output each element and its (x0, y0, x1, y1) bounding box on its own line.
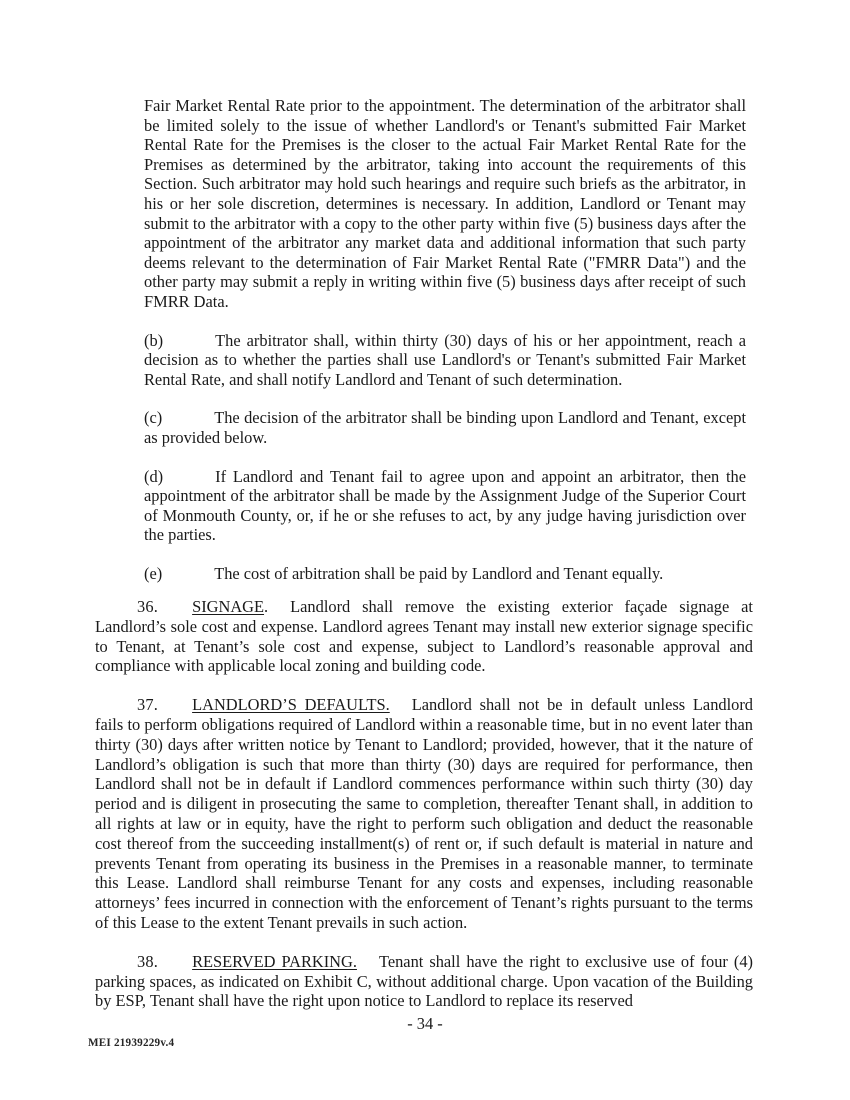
section-36-number: 36. (137, 597, 159, 616)
section-36-heading-trailer: . (264, 597, 269, 616)
section-37 (95, 695, 753, 933)
section-38 (95, 952, 753, 1011)
page-number: - 34 - (407, 1014, 443, 1033)
lettered-item-d (144, 467, 746, 545)
section-37-text: Landlord shall not be in default unless Landlord fails to perform obligations required of Landlord within a reasonable time, but in no event later than thirty (30) days after written notice by Tenant to Landlord; provided, however, that it the nature of Landlord’s obligation is such that more than thirty (30) days are required for performance, then Landlord shall not be in default if Landlord commences performance within such thirty (30) day period and is diligent in prosecuting the same to completion, thereafter Tenant shall, in addition to all rights at law or in equity, have the right to perform such obligation and deduct the reasonable cost thereof from the succeeding installment(s) of rent or, if such default is material in nature and prevents Tenant from operating its business in the Premises in a reasonable manner, to terminate this Lease. Landlord shall reimburse Tenant for any costs and expenses, including reasonable attorneys’ fees incurred in connection with the enforcement of Tenant’s rights pursuant to the terms of this Lease to the extent Tenant prevails in such action. (95, 695, 753, 932)
lettered-item-b-text: The arbitrator shall, within thirty (30) days of his or her appointment, reach a decision as to whether the parties shall use Landlord's or Tenant's submitted Fair Market Rental Rate, and shall notify Landlord and Tenant of such determination. (144, 330, 746, 389)
lettered-item-d-label: (d) (144, 466, 164, 486)
section-37-heading: LANDLORD’S DEFAULTS. (192, 695, 390, 715)
section-38-number: 38. (137, 951, 159, 971)
lettered-item-b (144, 331, 746, 390)
document-reference: MEI 21939229v.4 (88, 1037, 175, 1049)
section-38-heading: RESERVED PARKING. (192, 951, 357, 971)
lettered-item-e (144, 564, 746, 584)
indented-paragraph-block (144, 96, 746, 602)
lettered-item-b-label: (b) (144, 330, 164, 350)
continuation-paragraph: Fair Market Rental Rate prior to the appointment. The determination of the arbitrator shall be limited solely to the issue of whether Landlord's or Tenant's submitted Fair Market Rental Rate for the Premises is the closer to the actual Fair Market Rental Rate for the Premises as determined by the arbitrator, taking into account the requirements of this Section. Such arbitrator may hold such hearings and require such briefs as the arbitrator, in his or her sole discretion, determines is necessary. In addition, Landlord or Tenant may submit to the arbitrator with a copy to the other party within five (5) business days after the appointment of the arbitrator any market data and additional information that such party deems relevant to the determination of Fair Market Rental Rate ("FMRR Data") and the other party may submit a reply in writing within five (5) business days after receipt of such FMRR Data. (144, 96, 746, 311)
section-36-heading: SIGNAGE (192, 597, 265, 616)
lettered-item-d-text: If Landlord and Tenant fail to agree upon and appoint an arbitrator, then the appointment of the arbitrator shall be made by the Assignment Judge of the Superior Court of Monmouth County, or, if he or she refuses to act, by any judge having jurisdiction over the parties. (144, 466, 746, 545)
numbered-sections-block (95, 597, 753, 1030)
lettered-item-c-text: The decision of the arbitrator shall be binding upon Landlord and Tenant, except as provided below. (144, 408, 746, 447)
section-37-number: 37. (137, 695, 159, 715)
lettered-item-c (144, 408, 746, 447)
section-38-text: Tenant shall have the right to exclusive use of four (4) parking spaces, as indicated on Exhibit C, without additional charge. Upon vacation of the Building by ESP, Tenant shall have the right upon notice to Landlord to replace its reserved (95, 951, 753, 1011)
lettered-item-c-label: (c) (144, 408, 163, 428)
lettered-item-e-label: (e) (144, 563, 163, 583)
section-36-text: Landlord shall remove the existing exterior façade signage at Landlord’s sole cost and expense. Landlord agrees Tenant may install new exterior signage specific to Tenant, at Tenant’s sole cost and expense, subject to Landlord’s reasonable approval and compliance with applicable local zoning and building code. (95, 597, 753, 676)
section-36 (95, 597, 753, 676)
lettered-item-e-text: The cost of arbitration shall be paid by Landlord and Tenant equally. (214, 563, 664, 583)
